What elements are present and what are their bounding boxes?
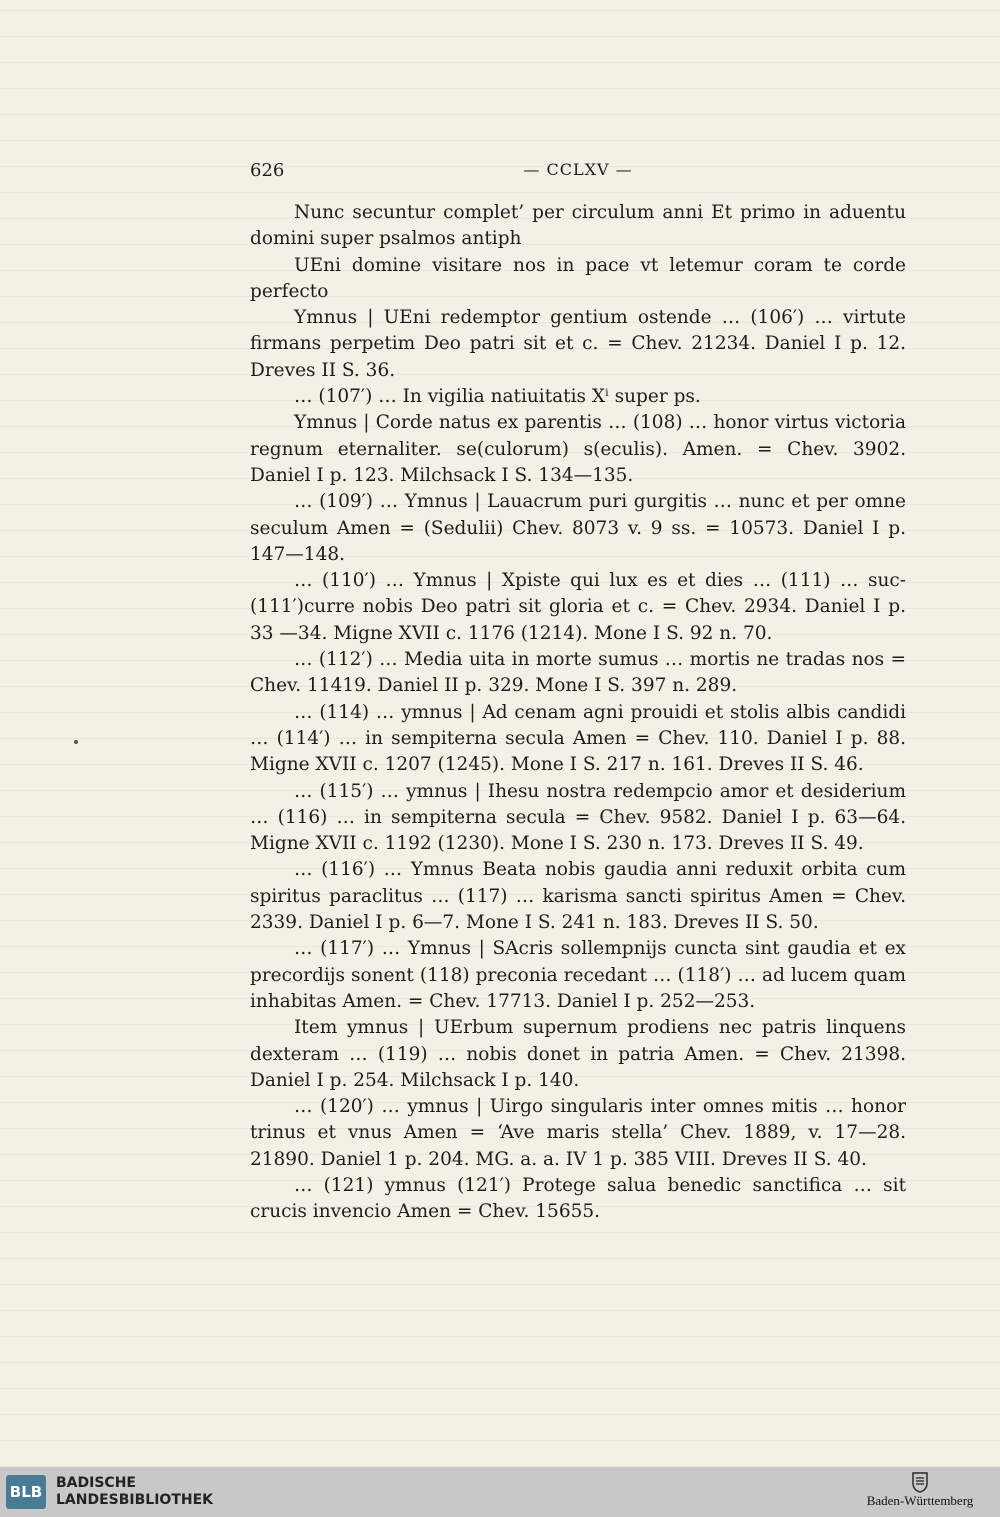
paragraph: … (121) ymnus (121′) Protege salua benedic sanctifica … sit crucis invencio Amen = Chev. 15655. (250, 1174, 906, 1223)
paragraph: Item ymnus | UErbum supernum prodiens nec patris linquens dexteram … (119) … nobis donet in patria Amen. = Chev. 21398. Daniel I p. 254. Milchsack I p. 140. (250, 1017, 906, 1091)
paragraph: … (114) … ymnus | Ad cenam agni prouidi et stolis albis candidi … (114′) … in sempiterna secula Amen = Chev. 110. Daniel I p. 88. Migne XVII c. 1207 (1245). Mone I S. 217 n. 161. Dreves II S. 46. (250, 701, 906, 776)
paragraph: … (112′) … Media uita in morte sumus … mortis ne tradas nos = Chev. 11419. Daniel II p. 329. Mone I S. 397 n. 289. (250, 649, 906, 697)
paragraph: UEni domine visitare nos in pace vt letemur coram te corde perfecto (250, 254, 906, 302)
margin-speck (74, 740, 78, 744)
paragraph: … (107′) … In vigilia natiuitatis Xⁱ super ps. (294, 386, 701, 408)
viewer-footer-bar (0, 1467, 1000, 1517)
paragraph: Ymnus | Corde natus ex parentis … (108) … honor virtus victoria regnum eternaliter. se(culorum) s(eculis). Amen. = Chev. 3902. Daniel I p. 123. Milchsack I S. 134—135. (250, 412, 906, 486)
body-text (250, 200, 906, 1226)
region-label: Baden-Württemberg (866, 1493, 974, 1508)
paragraph: Ymnus | UEni redemptor gentium ostende … (106′) … virtute firmans perpetim Deo patri sit et c. = Chev. 21234. Daniel I p. 12. Dreves II S. 36. (250, 307, 906, 381)
library-name-line1: BADISCHE (56, 1475, 136, 1491)
paragraph: … (120′) … ymnus | Uirgo singularis inter omnes mitis … honor trinus et vnus Amen = ‘Ave maris stella’ Chev. 1889, v. 17—28. 21890. Daniel 1 p. 204. MG. a. a. IV 1 p. 385 VIII. Dreves II S. 40. (250, 1096, 906, 1170)
coat-of-arms-icon (911, 1471, 929, 1493)
library-name-line2: LANDESBIBLIOTHEK (56, 1492, 214, 1508)
paragraph: … (116′) … Ymnus Beata nobis gaudia anni reduxit orbita cum spiritus paraclitus … (117) … karisma sancti spiritus Amen = Chev. 2339. Daniel I p. 6—7. Mone I S. 241 n. 183. Dreves II S. 50. (250, 859, 906, 934)
paragraph: … (115′) … ymnus | Ihesu nostra redempcio amor et desiderium … (116) … in sempiterna secula = Chev. 9582. Daniel I p. 63—64. Migne XVII c. 1192 (1230). Mone I S. 230 n. 173. Dreves II S. 49. (250, 780, 906, 855)
paragraph: Nunc secuntur complet’ per circulum anni Et primo in aduentu domini super psalmos antiph (250, 202, 906, 250)
blb-logo[interactable]: BLB (6, 1475, 46, 1509)
library-name[interactable] (56, 1475, 213, 1509)
paragraph: … (109′) … Ymnus | Lauacrum puri gurgitis … nunc et per omne seculum Amen = (Sedulii) Chev. 8073 v. 9 ss. = 10573. Daniel I p. 147—148. (250, 491, 906, 565)
paragraph: … (110′) … Ymnus | Xpiste qui lux es et dies … (111) … suc-(111′)curre nobis Deo patri sit gloria et c. = Chev. 2934. Daniel I p. 33 —34. Migne XVII c. 1176 (1214). Mone I S. 92 n. 70. (250, 570, 906, 644)
page-number: 626 (250, 160, 285, 181)
baden-wuerttemberg-logo[interactable] (850, 1471, 990, 1515)
page-header (250, 160, 906, 184)
paragraph: … (117′) … Ymnus | SAcris sollempnijs cuncta sint gaudia et ex precordijs sonent (118) preconia recedant … (118′) … ad lucem quam inhabitas Amen. = Chev. 17713. Daniel I p. 252—253. (250, 938, 906, 1012)
running-head: — CCLXV — (523, 160, 633, 179)
